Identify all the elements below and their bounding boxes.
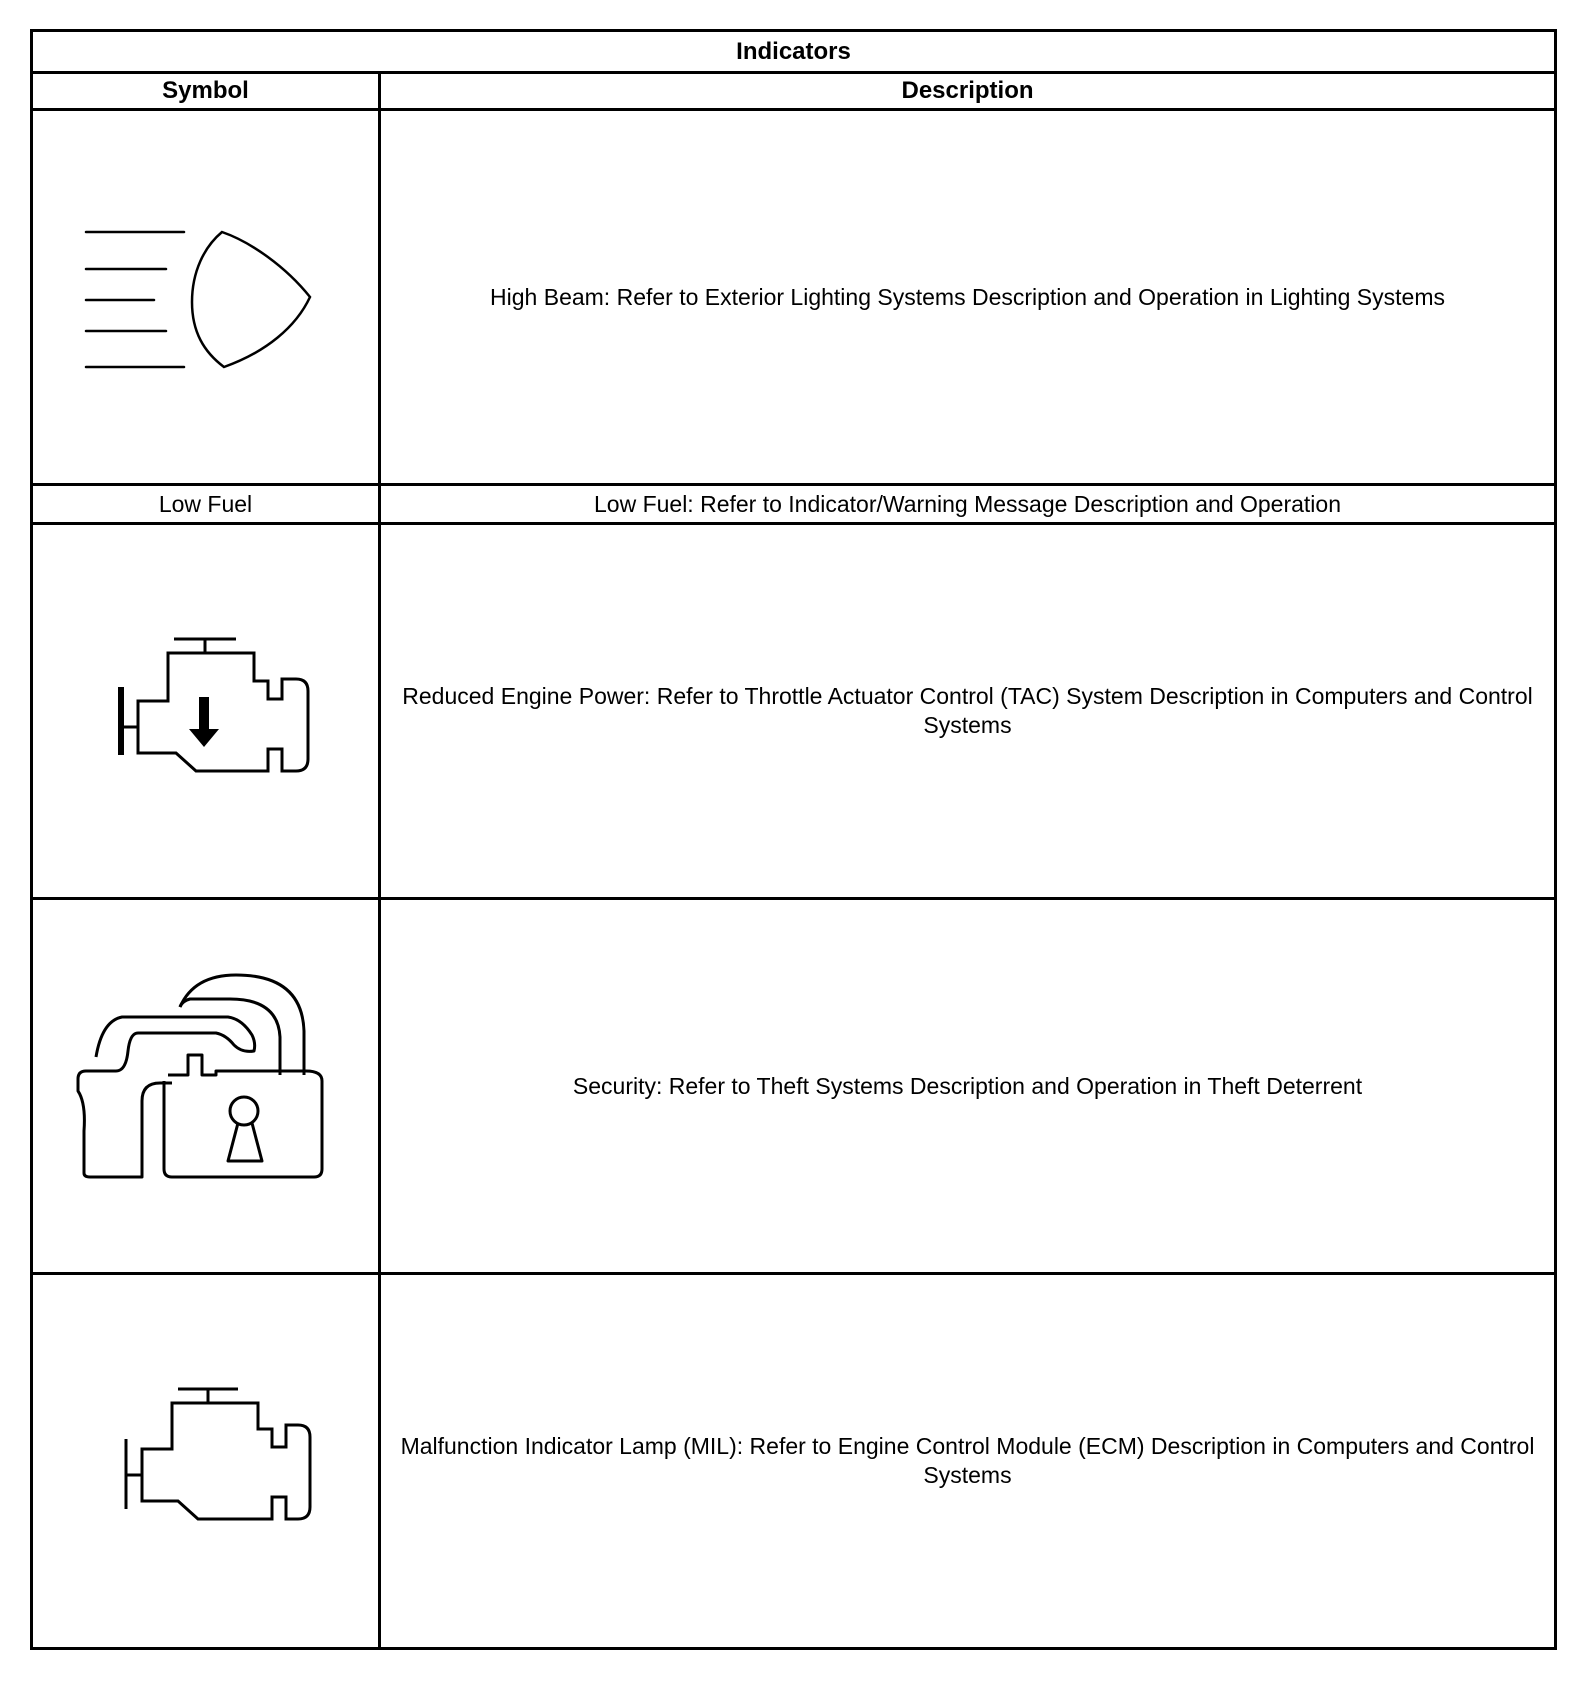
table-row	[32, 1274, 1556, 1649]
table-row	[32, 485, 1556, 524]
high-beam-icon	[76, 212, 336, 382]
table-row	[32, 110, 1556, 485]
description-cell: High Beam: Refer to Exterior Lighting Systems Description and Operation in Lighting Systems	[380, 110, 1556, 485]
symbol-cell	[32, 110, 380, 485]
description-column-header: Description	[380, 73, 1556, 110]
symbol-cell	[32, 899, 380, 1274]
table-title-row	[32, 31, 1556, 73]
symbol-column-header: Symbol	[32, 73, 380, 110]
table-header-row	[32, 73, 1556, 110]
table-row	[32, 899, 1556, 1274]
description-cell: Low Fuel: Refer to Indicator/Warning Message Description and Operation	[380, 485, 1556, 524]
symbol-cell	[32, 1274, 380, 1649]
description-cell: Security: Refer to Theft Systems Description and Operation in Theft Deterrent	[380, 899, 1556, 1274]
symbol-cell	[32, 485, 380, 524]
engine-malfunction-icon	[86, 1381, 326, 1541]
table-row	[32, 524, 1556, 899]
symbol-text: Low Fuel	[158, 490, 253, 517]
description-cell: Malfunction Indicator Lamp (MIL): Refer to Engine Control Module (ECM) Description in Computers and Control Systems	[380, 1274, 1556, 1649]
security-lock-icon	[56, 971, 356, 1201]
description-cell: Reduced Engine Power: Refer to Throttle Actuator Control (TAC) System Description in Computers and Control Systems	[380, 524, 1556, 899]
reduced-engine-power-icon	[86, 631, 326, 791]
indicators-table	[30, 29, 1557, 1650]
symbol-cell	[32, 524, 380, 899]
table-title: Indicators	[32, 31, 1556, 73]
